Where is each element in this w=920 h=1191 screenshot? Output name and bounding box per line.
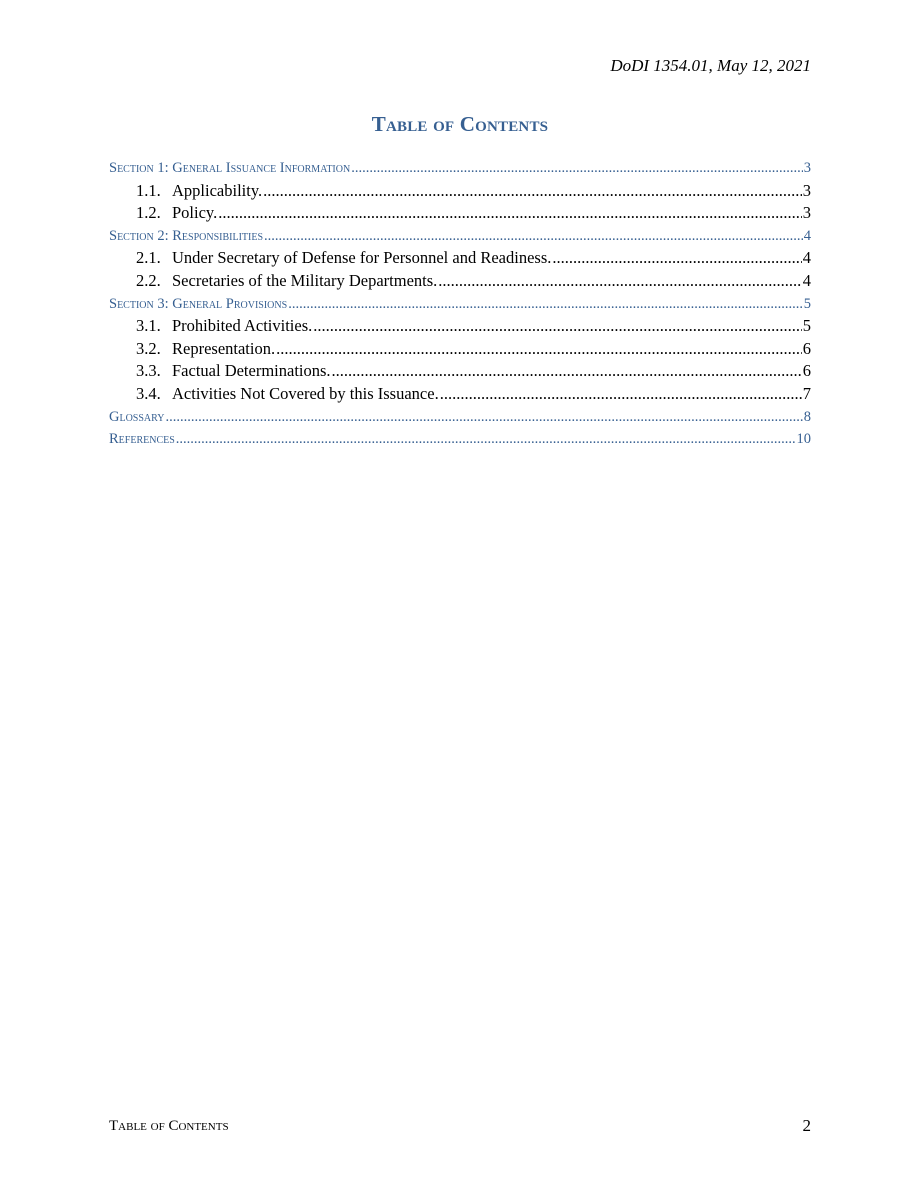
footer-section-title: Table of Contents [109,1118,229,1134]
toc-entry-2-1[interactable] [109,247,811,270]
leader-dots [176,428,796,451]
toc-entry-label[interactable]: Activities Not Covered by this Issuance. [172,383,439,403]
toc-entry-number: 3.4. [136,383,161,403]
toc-entry-3-1[interactable] [109,315,811,338]
leader-dots [552,247,801,270]
toc-entry-label[interactable]: Section 3: General Provisions [109,295,288,312]
document-header: DoDI 1354.01, May 12, 2021 [610,56,811,75]
toc-entry-label[interactable]: References [109,431,175,448]
toc-entry-label[interactable]: Section 1: General Issuance Information [109,160,351,176]
leader-dots [351,157,803,180]
toc-page-number[interactable]: 8 [803,408,811,425]
toc-entry-2-2[interactable] [109,270,811,293]
toc-page-number[interactable]: 6 [802,338,811,358]
leader-dots [288,293,803,316]
page-title: Table of Contents [371,112,549,136]
toc-entry-label[interactable]: Glossary [109,408,165,425]
toc-entry-label[interactable]: Section 2: Responsibilities [109,227,264,244]
toc-page-number[interactable]: 4 [803,227,811,244]
toc-entry-label[interactable]: Prohibited Activities. [172,316,313,336]
leader-dots [166,406,803,429]
toc-entry-1-1[interactable] [109,180,811,203]
toc-entry-label[interactable]: Under Secretary of Defense for Personnel and Readiness. [172,248,552,268]
toc-page-number[interactable]: 6 [802,361,811,381]
toc-entry-number: 2.1. [136,248,161,268]
toc-page-number[interactable]: 5 [802,316,811,336]
toc-entry-number: 3.2. [136,338,161,358]
toc-page-number[interactable]: 5 [803,295,811,312]
toc-entry-label[interactable]: Representation. [172,338,276,358]
toc-entry-section-3[interactable] [109,293,811,316]
toc-entry-3-4[interactable] [109,383,811,406]
toc-entry-section-2[interactable] [109,225,811,248]
leader-dots [263,180,802,203]
footer-page-number: 2 [802,1116,811,1135]
toc-page-number[interactable]: 7 [802,383,811,403]
leader-dots [332,360,802,383]
toc-page-number[interactable]: 4 [802,248,811,268]
leader-dots [313,315,802,338]
toc-entry-glossary[interactable] [109,406,811,429]
toc-entry-3-2[interactable] [109,338,811,361]
toc-page-number[interactable]: 10 [796,431,811,448]
table-of-contents [109,157,811,451]
toc-entry-label[interactable]: Applicability. [172,180,263,200]
toc-entry-references[interactable] [109,428,811,451]
toc-page-number[interactable]: 3 [803,160,811,176]
toc-entry-number: 1.2. [136,203,161,223]
leader-dots [440,383,802,406]
toc-entry-number: 3.3. [136,361,161,381]
toc-entry-3-3[interactable] [109,360,811,383]
leader-dots [264,225,803,248]
toc-entry-label[interactable]: Factual Determinations. [172,361,331,381]
toc-entry-number: 3.1. [136,316,161,336]
leader-dots [276,338,802,361]
toc-entry-label[interactable]: Secretaries of the Military Departments. [172,270,438,290]
toc-page-number[interactable]: 3 [802,203,811,223]
toc-entry-1-2[interactable] [109,202,811,225]
toc-entry-number: 1.1. [136,180,161,200]
toc-page-number[interactable]: 4 [802,270,811,290]
toc-entry-label[interactable]: Policy. [172,203,218,223]
toc-page-number[interactable]: 3 [802,180,811,200]
toc-entry-section-1[interactable] [109,157,811,180]
leader-dots [438,270,801,293]
toc-entry-number: 2.2. [136,270,161,290]
leader-dots [218,202,802,225]
